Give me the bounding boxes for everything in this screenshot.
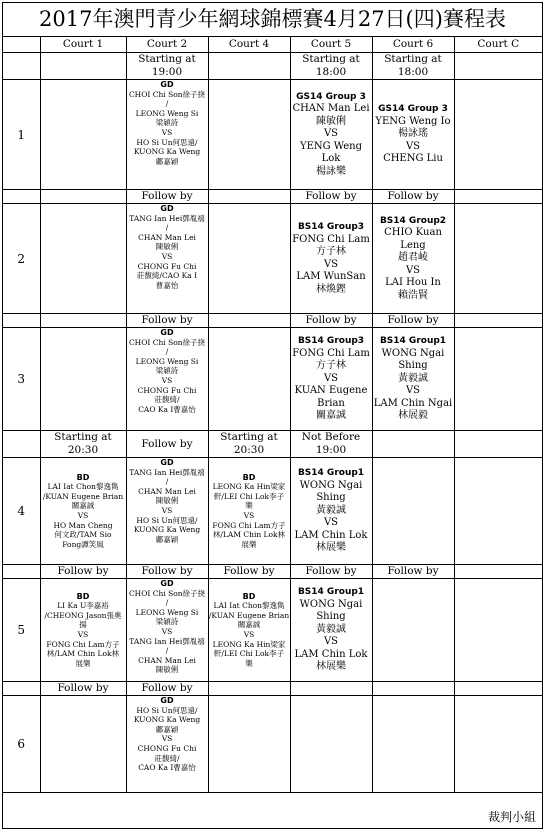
start-time-cell: Follow by — [126, 314, 208, 328]
match-cell-court-c — [454, 579, 542, 682]
player-name: LEONG Weng Si — [135, 356, 199, 366]
round-number: 3 — [3, 328, 40, 431]
match-cell-court-1 — [40, 579, 126, 682]
match-cell-court-2 — [126, 328, 208, 431]
player-name: 林煥鏗 — [316, 283, 346, 295]
start-time-cell: Starting at 20:30 — [208, 431, 290, 458]
round-number: 6 — [3, 696, 40, 793]
match-row — [3, 204, 542, 314]
start-time-cell — [454, 53, 542, 80]
start-time-row — [3, 431, 542, 458]
player-name: Brian — [317, 397, 345, 409]
player-name: TANG Ian Hei鄧胤禧 — [129, 213, 205, 223]
player-name: LEONG Weng Si — [135, 607, 199, 617]
player-name: LAM WunSan — [296, 271, 366, 282]
player-name: FONG Chi Lam方子 — [46, 639, 120, 649]
match-row — [3, 458, 542, 565]
match-cell-court-6 — [372, 204, 454, 314]
court-header-row — [3, 37, 542, 53]
match-cell-court-2 — [126, 579, 208, 682]
player-name: 方子林 — [316, 360, 346, 372]
start-time-cell: Follow by — [372, 565, 454, 579]
player-name: HO Si Un何思遠/ — [136, 137, 198, 147]
versus-label: VS — [161, 626, 173, 636]
start-time-cell: Follow by — [126, 682, 208, 696]
player-name: / — [165, 347, 169, 357]
player-name: CHONG Fu Chi — [137, 261, 197, 271]
player-name: CHOI Chi Son徐子挠 — [128, 337, 206, 347]
match-category: BS14 Group1 — [297, 468, 365, 479]
player-name: KUONG Ka Weng — [133, 525, 201, 535]
match-cell-court-6 — [372, 696, 454, 793]
player-name: 樂 — [245, 658, 253, 668]
player-name: 林展樂 — [316, 661, 346, 673]
match-category: BS14 Group2 — [379, 215, 447, 226]
player-name: / — [165, 477, 169, 487]
match-cell-court-2 — [126, 80, 208, 190]
match-category: BD — [242, 591, 256, 601]
player-name: 軒/LEI Chi Lok李子 — [213, 491, 285, 501]
match-cell-court-6 — [372, 80, 454, 190]
match-cell-court-6 — [372, 458, 454, 565]
player-name: CHAN Man Lei — [292, 103, 370, 115]
player-name: 方子林 — [316, 246, 346, 257]
start-time-cell: Follow by — [40, 565, 126, 579]
player-name: / — [165, 223, 169, 233]
player-name: Fong譚笑風 — [62, 539, 104, 549]
player-name: 樂 — [245, 501, 253, 511]
match-category: BS14 Group1 — [297, 587, 365, 598]
player-name: 關嘉誠 — [237, 620, 261, 630]
start-time-cell: Follow by — [372, 190, 454, 204]
versus-label: VS — [161, 375, 173, 385]
player-name: FONG Chi Lam — [292, 233, 370, 245]
match-cell-court-1 — [40, 458, 126, 565]
start-time-cell: Follow by — [126, 431, 208, 458]
player-name: 陳敏俐 — [155, 242, 179, 252]
match-category: BS14 Group3 — [297, 336, 365, 347]
match-cell-court-4 — [208, 579, 290, 682]
start-time-cell — [208, 190, 290, 204]
player-name: 林/LAM Chin Lok林 — [46, 649, 120, 659]
player-name: 關嘉誠 — [316, 410, 346, 422]
match-cell-court-1 — [40, 80, 126, 190]
schedule-table — [3, 37, 542, 793]
start-time-cell: Starting at 19:00 — [126, 53, 208, 80]
versus-label: VS — [243, 630, 255, 639]
player-name: 莊馥綺/CAO Ka I — [136, 271, 198, 281]
player-name: 趙君崚 — [398, 252, 428, 264]
match-cell-court-c — [454, 204, 542, 314]
player-name: / — [165, 646, 169, 656]
match-row — [3, 328, 542, 431]
match-cell-court-5 — [290, 80, 372, 190]
player-name: 林展毅 — [398, 410, 428, 422]
player-name: 展樂 — [241, 539, 257, 549]
match-cell-court-4 — [208, 328, 290, 431]
player-name: 曹嘉怡 — [155, 280, 179, 290]
match-cell-court-5 — [290, 579, 372, 682]
match-category: BD — [242, 472, 256, 482]
match-cell-court-5 — [290, 696, 372, 793]
start-time-cell — [40, 53, 126, 80]
start-time-cell: Follow by — [290, 190, 372, 204]
player-name: 鄺嘉穎 — [155, 724, 179, 734]
player-name: LI Ka U李嘉裕 — [57, 601, 109, 611]
player-name: LAM Chin Lok — [294, 648, 368, 660]
match-category: GD — [160, 579, 174, 588]
court-header-court-5: Court 5 — [290, 37, 372, 53]
start-time-cell — [372, 431, 454, 458]
match-cell-court-6 — [372, 328, 454, 431]
player-name: YENG Weng Io — [375, 115, 451, 127]
player-name: 莊馥綺/ — [154, 395, 180, 405]
player-name: LAM Chin Lok — [294, 529, 368, 541]
player-name: 莊馥綺/ — [154, 753, 180, 763]
player-name: 何文政/TAM Sio — [54, 530, 112, 540]
match-category: BD — [76, 591, 90, 601]
match-category: GD — [160, 204, 174, 213]
player-name: 黃毅誠 — [398, 372, 428, 384]
start-time-cell — [372, 682, 454, 696]
player-name: LAI Hou In — [385, 277, 441, 289]
match-cell-court-4 — [208, 204, 290, 314]
start-time-cell: Follow by — [40, 682, 126, 696]
start-time-row — [3, 682, 542, 696]
player-name: CHENG Liu — [383, 153, 443, 165]
player-name: 楊詠瑤 — [398, 128, 428, 140]
round-number: 4 — [3, 458, 40, 565]
start-time-cell: Follow by — [126, 565, 208, 579]
player-name: FONG Chi Lam — [292, 347, 370, 359]
start-time-cell — [454, 431, 542, 458]
player-name: CHAN Man Lei — [138, 232, 196, 242]
player-name: CHIO Kuan Leng — [384, 227, 442, 251]
start-time-cell — [454, 565, 542, 579]
start-time-cell: Starting at 18:00 — [290, 53, 372, 80]
player-name: 鄺嘉穎 — [155, 534, 179, 544]
match-category: GD — [160, 696, 174, 705]
header-corner — [3, 37, 40, 53]
player-name: CHOI Chi Son徐子挠 — [128, 89, 206, 99]
match-category: BS14 Group1 — [379, 336, 447, 347]
player-name: 展樂 — [75, 658, 91, 668]
start-time-cell — [208, 314, 290, 328]
player-name: 關嘉誠 — [71, 501, 95, 511]
match-cell-court-4 — [208, 80, 290, 190]
versus-label: VS — [405, 264, 421, 276]
match-cell-court-5 — [290, 458, 372, 565]
match-cell-court-2 — [126, 204, 208, 314]
start-corner — [3, 565, 40, 579]
versus-label: VS — [323, 128, 339, 140]
player-name: CHAN Man Lei — [138, 655, 196, 665]
player-name: KUAN Eugene — [294, 385, 368, 397]
page-title: 2017年澳門青少年網球錦標賽4月27日(四)賽程表 — [3, 3, 542, 37]
start-time-row — [3, 53, 542, 80]
versus-label: VS — [77, 630, 89, 639]
start-time-cell — [454, 190, 542, 204]
player-name: HO Si Un何思遠/ — [136, 705, 198, 715]
player-name: TANG Ian Hei鄧胤禧 — [129, 467, 205, 477]
player-name: Shing — [398, 360, 428, 372]
player-name: 梁穎詩 — [155, 366, 179, 376]
versus-label: VS — [77, 511, 89, 520]
player-name: /CHEONG Jason張奧 — [44, 610, 122, 620]
schedule-sheet — [2, 2, 543, 829]
match-category: GD — [160, 80, 174, 89]
round-number: 5 — [3, 579, 40, 682]
player-name: LEONG Ka Hin梁家 — [212, 639, 286, 649]
player-name: LAM Chin Ngai — [373, 397, 453, 409]
player-name: CHONG Fu Chi — [137, 385, 197, 395]
player-name: HO Man Cheng — [53, 520, 113, 530]
player-name: 陳敏俐 — [155, 496, 179, 506]
start-corner — [3, 682, 40, 696]
player-name: 軒/LEI Chi Lok李子 — [213, 649, 285, 659]
player-name: 梁穎詩 — [155, 118, 179, 128]
player-name: WONG Ngai — [381, 347, 445, 359]
player-name: CHONG Fu Chi — [137, 743, 197, 753]
player-name: CHOI Chi Son徐子挠 — [128, 588, 206, 598]
player-name: WONG Ngai — [299, 598, 363, 610]
player-name: / — [165, 99, 169, 109]
match-cell-court-1 — [40, 696, 126, 793]
player-name: 鄺嘉穎 — [155, 156, 179, 166]
match-cell-court-4 — [208, 458, 290, 565]
versus-label: VS — [323, 517, 339, 529]
start-corner — [3, 53, 40, 80]
player-name: HO Si Un何思遠/ — [136, 515, 198, 525]
player-name: YENG Weng Lok — [299, 140, 363, 165]
start-time-row — [3, 314, 542, 328]
start-time-cell — [208, 53, 290, 80]
player-name: LEONG Ka Hin梁家 — [212, 482, 286, 492]
player-name: 林展樂 — [316, 542, 346, 554]
match-cell-court-5 — [290, 328, 372, 431]
match-category: GD — [160, 458, 174, 467]
match-row — [3, 80, 542, 190]
start-corner — [3, 431, 40, 458]
match-cell-court-4 — [208, 696, 290, 793]
player-name: CAO Ka I曹嘉怡 — [138, 763, 196, 773]
court-header-court-6: Court 6 — [372, 37, 454, 53]
player-name: 黃毅誠 — [316, 504, 346, 516]
match-cell-court-c — [454, 328, 542, 431]
player-name: KUONG Ka Weng — [133, 715, 201, 725]
start-time-row — [3, 190, 542, 204]
start-corner — [3, 314, 40, 328]
player-name: Shing — [316, 492, 346, 504]
versus-label: VS — [161, 734, 173, 744]
start-time-row — [3, 565, 542, 579]
match-cell-court-5 — [290, 204, 372, 314]
versus-label: VS — [161, 127, 173, 137]
court-header-court-1: Court 1 — [40, 37, 126, 53]
round-number: 1 — [3, 80, 40, 190]
start-time-cell: Follow by — [372, 314, 454, 328]
match-cell-court-1 — [40, 204, 126, 314]
player-name: Shing — [316, 611, 346, 623]
player-name: LAI Iat Chon黎逸雋 — [47, 482, 119, 492]
versus-label: VS — [405, 140, 421, 152]
versus-label: VS — [243, 511, 255, 520]
start-time-cell — [290, 682, 372, 696]
player-name: 林/LAM Chin Lok林 — [212, 530, 286, 540]
player-name: WONG Ngai — [299, 479, 363, 491]
round-number: 2 — [3, 204, 40, 314]
start-time-cell: Not Before 19:00 — [290, 431, 372, 458]
start-time-cell: Follow by — [290, 565, 372, 579]
start-time-cell: Follow by — [126, 190, 208, 204]
versus-label: VS — [323, 372, 339, 384]
player-name: / — [165, 598, 169, 608]
player-name: KUONG Ka Weng — [133, 147, 201, 157]
player-name: FONG Chi Lam方子 — [212, 520, 286, 530]
versus-label: VS — [323, 636, 339, 648]
player-name: 梁穎詩 — [155, 617, 179, 627]
start-time-cell — [454, 682, 542, 696]
start-time-cell — [454, 314, 542, 328]
match-category: GD — [160, 328, 174, 337]
match-cell-court-2 — [126, 458, 208, 565]
player-name: CAO Ka I曹嘉怡 — [138, 404, 196, 414]
match-row — [3, 696, 542, 793]
player-name: 楊詠樂 — [316, 165, 346, 177]
match-cell-court-c — [454, 696, 542, 793]
start-time-cell — [208, 682, 290, 696]
start-time-cell: Follow by — [208, 565, 290, 579]
versus-label: VS — [161, 251, 173, 261]
player-name: LAI Iat Chon黎逸雋 — [213, 601, 285, 611]
court-header-court-c: Court C — [454, 37, 542, 53]
player-name: 陳敏俐 — [316, 115, 346, 127]
start-time-cell: Follow by — [290, 314, 372, 328]
player-name: 陳敏俐 — [155, 665, 179, 675]
match-category: GS14 Group 3 — [378, 104, 448, 115]
match-cell-court-6 — [372, 579, 454, 682]
player-name: /KUAN Eugene Brian — [42, 491, 124, 501]
match-category: BD — [76, 472, 90, 482]
match-cell-court-c — [454, 458, 542, 565]
versus-label: VS — [161, 505, 173, 515]
start-time-cell: Starting at 20:30 — [40, 431, 126, 458]
court-header-court-2: Court 2 — [126, 37, 208, 53]
match-cell-court-c — [454, 80, 542, 190]
player-name: CHAN Man Lei — [138, 486, 196, 496]
match-category: GS14 Group 3 — [296, 91, 366, 102]
versus-label: VS — [323, 258, 339, 270]
player-name: TANG Ian Hei鄧胤禧 — [129, 636, 205, 646]
player-name: 揚 — [79, 620, 87, 630]
match-cell-court-2 — [126, 696, 208, 793]
start-time-cell: Starting at 18:00 — [372, 53, 454, 80]
court-header-court-4: Court 4 — [208, 37, 290, 53]
player-name: /KUAN Eugene Brian — [208, 610, 290, 620]
player-name: 黃毅誠 — [316, 623, 346, 635]
start-time-cell — [40, 190, 126, 204]
start-time-cell — [40, 314, 126, 328]
player-name: 賴浩賢 — [398, 289, 428, 301]
match-row — [3, 579, 542, 682]
match-category: BS14 Group3 — [297, 222, 365, 232]
player-name: LEONG Weng Si — [135, 108, 199, 118]
footer-signature: 裁判小組 — [487, 810, 536, 824]
match-cell-court-1 — [40, 328, 126, 431]
versus-label: VS — [405, 385, 421, 397]
start-corner — [3, 190, 40, 204]
